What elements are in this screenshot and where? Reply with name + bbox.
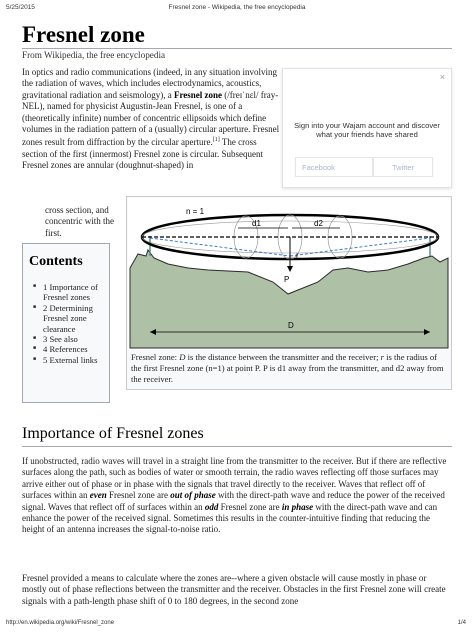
toc-item[interactable]: ■ 1 Importance of Fresnel zones: [33, 282, 105, 303]
terrain-shape: [130, 250, 448, 348]
p1-text-d: Fresnel zone are: [218, 501, 282, 512]
p1-out-of-phase: out of phase: [170, 490, 216, 501]
table-of-contents: [22, 243, 110, 403]
caption-text-3: is the radius of the first Fresnel zone (n=1) at point P. P is d1 away from the transmitter, and d2 away from the receiver.: [131, 352, 444, 384]
p1-text-a: If unobstructed, radio waves will travel in a straight line from the transmitter to the receiver. But if there are reflective surfaces along the path, such as bodies of water or smooth terrain, the radio waves reflecting off those surfaces may arrive either out of phase or in phase with the signals that travel directly to the receiver. Waves that reflect off of surfaces within an: [22, 456, 447, 501]
caption-text-1: Fresnel zone:: [131, 352, 180, 362]
print-date: 5/25/2015: [6, 4, 35, 11]
figure-caption: [131, 352, 447, 385]
label-n: n = 1: [186, 207, 205, 216]
fresnel-diagram[interactable]: [128, 198, 450, 350]
page-title: Fresnel zone: [22, 22, 145, 47]
caption-d: D: [179, 352, 186, 362]
toc-title: Contents: [29, 254, 83, 269]
figure-frame: [126, 196, 452, 390]
intro-wrap-text: cross section, and concentric with the first.: [45, 205, 114, 238]
toc-item[interactable]: ■ 5 External links: [33, 355, 105, 365]
wajam-message: Sign into your Wajam account and discover what your friends have shared: [294, 121, 440, 140]
title-divider: [22, 48, 452, 49]
twitter-button[interactable]: Twitter: [373, 157, 433, 177]
toc-item[interactable]: ■ 3 See also: [33, 334, 105, 344]
intro-text-1: In optics and radio communications (indeed, in any situation involving the radiation of waves, which includes electrodynamics, acoustics, gravitational radiation and seismology), a: [22, 67, 277, 100]
toc-list: [33, 282, 105, 365]
print-url: http://en.wikipedia.org/wiki/Fresnel_zone: [6, 620, 115, 626]
label-p: P: [284, 275, 290, 284]
close-icon[interactable]: ×: [439, 72, 445, 82]
reflected-path-left: [150, 238, 290, 256]
intro-paragraph: [22, 67, 284, 172]
page-subtitle: From Wikipedia, the free encyclopedia: [22, 50, 166, 60]
section-heading: Importance of Fresnel zones: [22, 425, 204, 442]
intro-text-2: (/freɪˈnɛl/ fray-NEL), named for physicist Augustin-Jean Fresnel, is one of a (theoretically infinite) number of concentric ellipsoids which define volumes in the radiation pattern of a (usually) circular aperture. Fresnel zones result from diffraction by the circular aperture.: [22, 89, 280, 148]
r-arrowhead: [287, 266, 293, 272]
p1-text-c: with the direct-path wave and reduce the power of the received signal. Waves that reflect off of surfaces within an: [22, 490, 445, 512]
p1-odd: odd: [204, 501, 219, 512]
caption-r: r: [380, 352, 384, 362]
label-d1: d1: [252, 219, 261, 228]
print-page-number: 1/4: [457, 620, 466, 626]
section-paragraph-1: [22, 456, 452, 536]
intro-term: Fresnel zone: [173, 89, 223, 100]
label-r: r: [296, 251, 299, 260]
label-d: D: [288, 321, 294, 330]
p1-even: even: [89, 490, 107, 501]
wajam-panel: [282, 68, 452, 188]
p1-in-phase: in phase: [281, 501, 314, 512]
fresnel-diagram-svg: [128, 198, 450, 350]
caption-text-2: is the distance between the transmitter and the receiver;: [185, 352, 381, 362]
facebook-button[interactable]: Facebook: [295, 157, 373, 177]
toc-item[interactable]: ■ 2 Determining Fresnel zone clearance: [33, 303, 105, 334]
reflected-path-right: [290, 238, 430, 256]
reference-link[interactable]: [1]: [212, 137, 220, 144]
section-paragraph-2: Fresnel provided a means to calculate where the zones are--where a given obstacle will cause mostly in phase or mostly out of phase reflections between the transmitter and the receiver. Obstacles in the first Fresnel zone will create signals with a path-length phase shift of 0 to 180 degrees, in the second zone: [22, 573, 446, 606]
p1-text-b: Fresnel zone are: [106, 490, 171, 501]
section-divider: [22, 446, 452, 447]
print-title: Fresnel zone - Wikipedia, the free encyclopedia: [168, 4, 306, 11]
label-d2: d2: [314, 219, 323, 228]
toc-item[interactable]: ■ 4 References: [33, 344, 105, 354]
intro-text-3: The cross section of the first (innermost) Fresnel zone is circular. Subsequent Fresnel zones are annular (doughnut-shaped) in: [22, 137, 263, 171]
p1-text-e: with the direct-path wave and can enhance the power of the received signal. Sometimes this results in the counter-intuitive finding that reducing the height of an antenna increases the signal-to-noise ratio.: [22, 501, 438, 535]
